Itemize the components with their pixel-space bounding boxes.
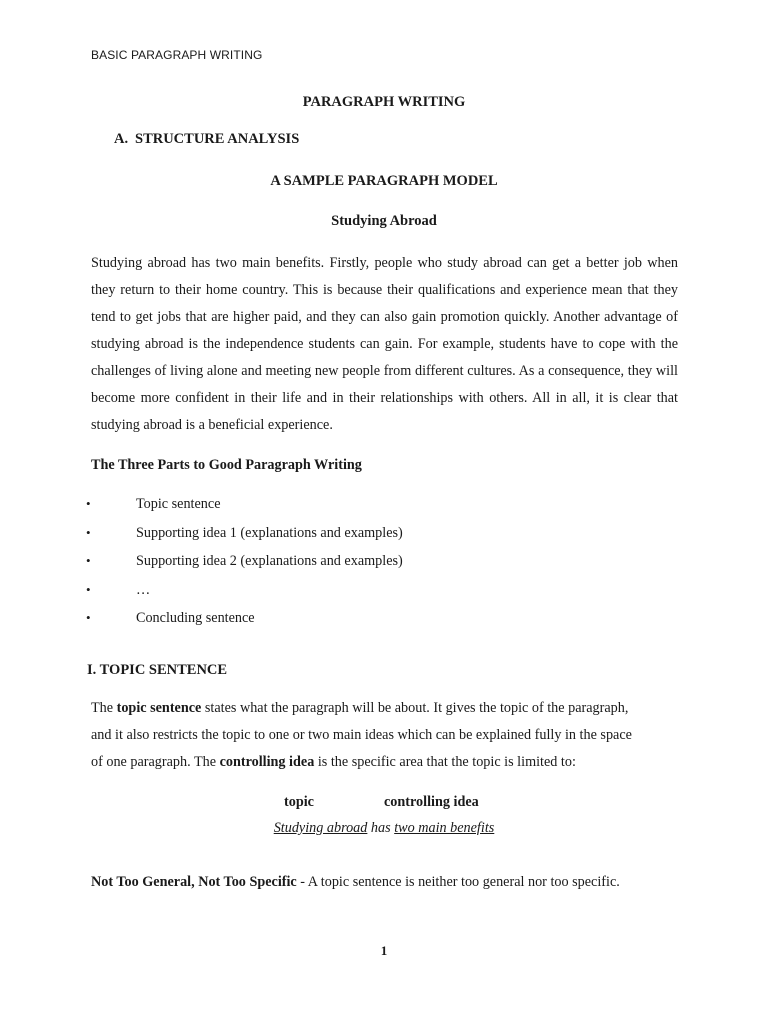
topic-sentence-paragraph (91, 695, 666, 776)
topic-sentence-example (0, 820, 768, 837)
three-parts-heading: The Three Parts to Good Paragraph Writing (91, 457, 362, 473)
not-too-general-line (91, 874, 620, 891)
label-topic: topic (284, 794, 314, 810)
bullet-icon: • (86, 610, 91, 625)
bullet-icon: • (86, 496, 91, 511)
topic-sentence-heading: I. TOPIC SENTENCE (87, 662, 228, 678)
document-title: PARAGRAPH WRITING (302, 94, 466, 110)
section-a-label: STRUCTURE ANALYSIS (135, 131, 300, 147)
paragraph-line: and it also restricts the topic to one or two main ideas which can be explained fully in the space (91, 727, 632, 743)
bullet-icon: • (86, 581, 91, 597)
term-controlling-idea: controlling idea (219, 754, 315, 770)
document-page: BASIC PARAGRAPH WRITING PARAGRAPH WRITING A. STRUCTURE ANALYSIS A SAMPLE PARAGRAPH MODEL Studying Abroad Studying abroad has two main benefits. Firstly, people who study abroad can get a better job when they return to their home country. This is because their qualifications and experience mean that they tend to get jobs that are higher paid, and they can also gain promotion quickly. Another advantage of studying abroad is the independence students can gain. For example, students have to cope with the challenges of living alone and meeting new people from different cultures. As a consequence, they will become more confident in their life and in their relationships with others. All in all, it is clear that studying abroad is a beneficial experience. The Three Parts to Good Paragraph Writing • Topic sentence • Supporting idea 1 (explanations and examples) • Supporting idea 2 (explanations and examples) • … • Concluding sentence I. TOPIC SENTENCE The topic sentence states what the paragraph will be about. It gives the topic of the paragraph, and it also restricts the topic to one or two main ideas which can be explained fully in the space of one paragraph. The controlling idea is the specific area that the topic is limited to: topic controlling idea Studying abroad has two main benefits Not Too General, Not Too Specific - A topic sentence is neither too general nor too specific. 1 (0, 0, 768, 1024)
running-header: BASIC PARAGRAPH WRITING (91, 48, 263, 62)
bullet-icon: • (86, 524, 91, 540)
paragraph-line: of one paragraph. The controlling idea is the specific area that the topic is limited to: (91, 754, 576, 770)
paragraph-line: The topic sentence states what the paragraph will be about. It gives the topic of the paragraph, (91, 700, 629, 716)
sample-model-heading: A SAMPLE PARAGRAPH MODEL (270, 173, 498, 189)
page-number: 1 (380, 943, 388, 958)
example-topic: Studying abroad (273, 820, 368, 836)
sample-paragraph-title: Studying Abroad (331, 213, 437, 229)
term-topic-sentence: topic sentence (116, 700, 202, 716)
sample-paragraph: Studying abroad has two main benefits. Firstly, people who study abroad can get a better job when they return to their home country. This is because their qualifications and experience mean that they tend to get jobs that are higher paid, and they can also gain promotion quickly. Another advantage of studying abroad is the independence students can gain. For example, students have to cope with the challenges of living alone and meeting new people from different cultures. As a consequence, they will become more confident in their life and in their relationships with others. All in all, it is clear that studying abroad is a beneficial experience. (91, 255, 678, 433)
not-too-general-label: Not Too General, Not Too Specific (91, 874, 297, 890)
bullet-icon: • (86, 553, 91, 568)
label-controlling-idea: controlling idea (384, 794, 479, 810)
section-a-heading (114, 131, 299, 148)
example-controlling-idea: two main benefits (394, 820, 495, 836)
section-a-number: A. (114, 131, 129, 147)
not-too-general-text: - A topic sentence is neither too general nor too specific. (296, 874, 620, 890)
example-verb: has (367, 820, 395, 836)
